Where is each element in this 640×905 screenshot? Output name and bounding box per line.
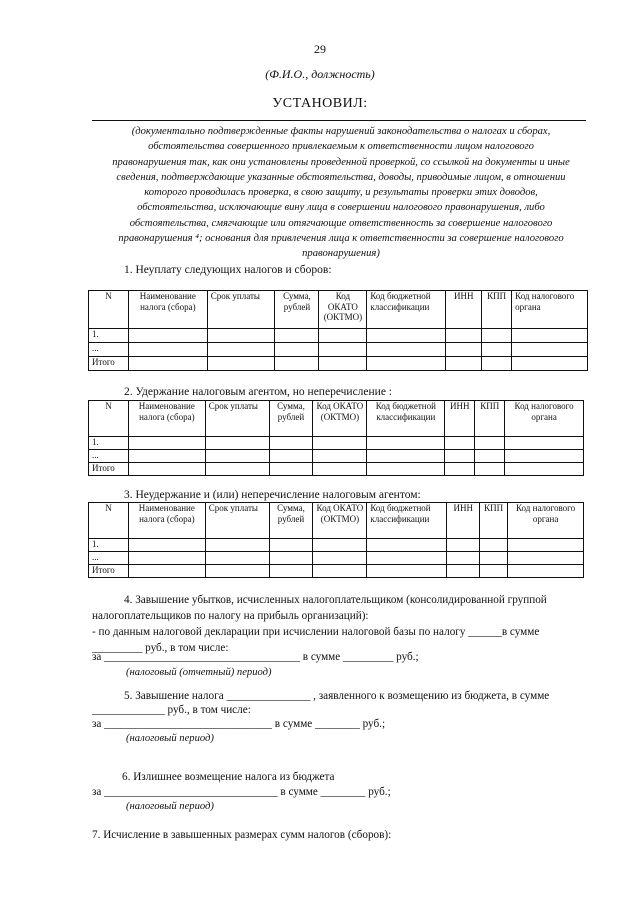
section4-line4: _________ руб., в том числе: bbox=[92, 642, 229, 654]
header-inn: ИНН bbox=[447, 503, 480, 539]
description-line: обстоятельства совершенного привлекаемым к ответственности лицом налогового bbox=[148, 141, 534, 153]
header-n: N bbox=[89, 291, 129, 329]
description-line: правонарушения) bbox=[302, 248, 380, 260]
header-inn: ИНН bbox=[446, 291, 482, 329]
description-line: (документально подтвержденные факты нарушений законодательства о налогах и сборах, bbox=[131, 126, 551, 137]
header-n: N bbox=[89, 503, 129, 539]
heading-ustanovil: УСТАНОВИЛ: bbox=[272, 96, 368, 111]
table-row-total bbox=[89, 565, 584, 578]
header-tax-office: Код налогового органа bbox=[512, 291, 588, 329]
header-kbk: Код бюджетной классификации bbox=[367, 291, 446, 329]
header-tax-name: Наименование налога (сбора) bbox=[128, 503, 205, 539]
header-due-date: Срок уплаты bbox=[205, 401, 269, 437]
description-line: правонарушения так, как они установлены проведенной проверкой, со ссылкой на документы и иные bbox=[112, 156, 570, 168]
header-due-date: Срок уплаты bbox=[207, 291, 275, 329]
header-amount: Сумма, рублей bbox=[269, 401, 313, 437]
header-due-date: Срок уплаты bbox=[205, 503, 269, 539]
description-line: которого проводилась проверка, в свою защиту, и результаты проверки этих доводов, bbox=[144, 187, 538, 199]
section2-title: 2. Удержание налоговым агентом, но неперечисление : bbox=[124, 386, 393, 398]
row-label: 1. bbox=[89, 329, 129, 343]
table-row bbox=[89, 329, 588, 343]
row-label-total: Итого bbox=[89, 357, 129, 371]
row-label: ... bbox=[89, 450, 129, 463]
header-kpp: КПП bbox=[480, 503, 508, 539]
row-label: 1. bbox=[89, 539, 129, 552]
table-row bbox=[89, 450, 584, 463]
table-row-total bbox=[89, 463, 584, 476]
section3-table bbox=[88, 502, 584, 578]
description-block bbox=[92, 124, 590, 262]
header-kpp: КПП bbox=[475, 401, 505, 437]
section5-line1: 5. Завышение налога _______________ , заявленного к возмещению из бюджета, в сумме bbox=[124, 690, 550, 702]
header-kbk: Код бюджетной классификации bbox=[367, 401, 445, 437]
header-amount: Сумма, рублей bbox=[269, 503, 313, 539]
description-line: обстоятельства, смягчающие или отягчающие ответственность за совершение налогового bbox=[129, 217, 553, 229]
description-line: сведения, подтверждающие указанные обстоятельства, доводы, приводимые лицом, в отношении bbox=[116, 171, 566, 183]
page-number: 29 bbox=[314, 42, 326, 56]
table-row bbox=[89, 552, 584, 565]
section6-line2: за _______________________________ в сумме ________ руб.; bbox=[92, 786, 391, 798]
section5-period-note: (налоговый период) bbox=[126, 733, 214, 744]
row-label: 1. bbox=[89, 437, 129, 450]
section6-period-note: (налоговый период) bbox=[126, 801, 214, 812]
header-okato: Код ОКАТО (ОКТМО) bbox=[313, 503, 367, 539]
row-label-total: Итого bbox=[89, 565, 129, 578]
section4-line2: налогоплательщиков по налогу на прибыль организаций): bbox=[92, 610, 369, 622]
section4-line1: 4. Завышение убытков, исчисленных налогоплательщиком (консолидированной группой bbox=[124, 594, 547, 606]
row-label: ... bbox=[89, 343, 129, 357]
header-amount: Сумма, рублей bbox=[275, 291, 319, 329]
table-row bbox=[89, 539, 584, 552]
signature-line bbox=[92, 120, 586, 121]
header-okato: Код ОКАТО (ОКТМО) bbox=[319, 291, 367, 329]
header-kbk: Код бюджетной классификации bbox=[367, 503, 447, 539]
table-row bbox=[89, 343, 588, 357]
description-line: обстоятельства, исключающие вину лица в совершении налогового правонарушения, либо bbox=[137, 202, 545, 214]
description-line: правонарушения ⁴; основания для привлечения лица к ответственности за совершение налогового bbox=[118, 233, 564, 245]
section5-line3: за ______________________________ в сумме ________ руб.; bbox=[92, 718, 386, 730]
section4-line3: - по данным налоговой декларации при исчислении налоговой базы по налогу ______в сумме bbox=[92, 626, 540, 638]
section2-table bbox=[88, 400, 584, 476]
fio-hint: (Ф.И.О., должность) bbox=[265, 67, 375, 81]
header-kpp: КПП bbox=[482, 291, 512, 329]
row-label-total: Итого bbox=[89, 463, 129, 476]
section3-title: 3. Неудержание и (или) неперечисление налоговым агентом: bbox=[124, 489, 421, 501]
header-inn: ИНН bbox=[445, 401, 475, 437]
section4-period-note: (налоговый (отчетный) период) bbox=[126, 667, 272, 678]
section6-line1: 6. Излишнее возмещение налога из бюджета bbox=[122, 771, 335, 783]
header-tax-name: Наименование налога (сбора) bbox=[128, 401, 205, 437]
header-n: N bbox=[89, 401, 129, 437]
table-row-total bbox=[89, 357, 588, 371]
header-tax-office: Код налогового органа bbox=[508, 503, 584, 539]
header-tax-name: Наименование налога (сбора) bbox=[128, 291, 207, 329]
section1-table bbox=[88, 290, 588, 371]
header-okato: Код ОКАТО (ОКТМО) bbox=[313, 401, 367, 437]
header-tax-office: Код налогового органа bbox=[505, 401, 584, 437]
row-label: ... bbox=[89, 552, 129, 565]
section1-title: 1. Неуплату следующих налогов и сборов: bbox=[124, 264, 332, 276]
section5-line2: _____________ руб., в том числе: bbox=[92, 704, 251, 716]
table-row bbox=[89, 437, 584, 450]
section4-line5: за ___________________________________ в сумме _________ руб.; bbox=[92, 651, 419, 663]
section7-line1: 7. Исчисление в завышенных размерах сумм налогов (сборов): bbox=[92, 829, 392, 841]
